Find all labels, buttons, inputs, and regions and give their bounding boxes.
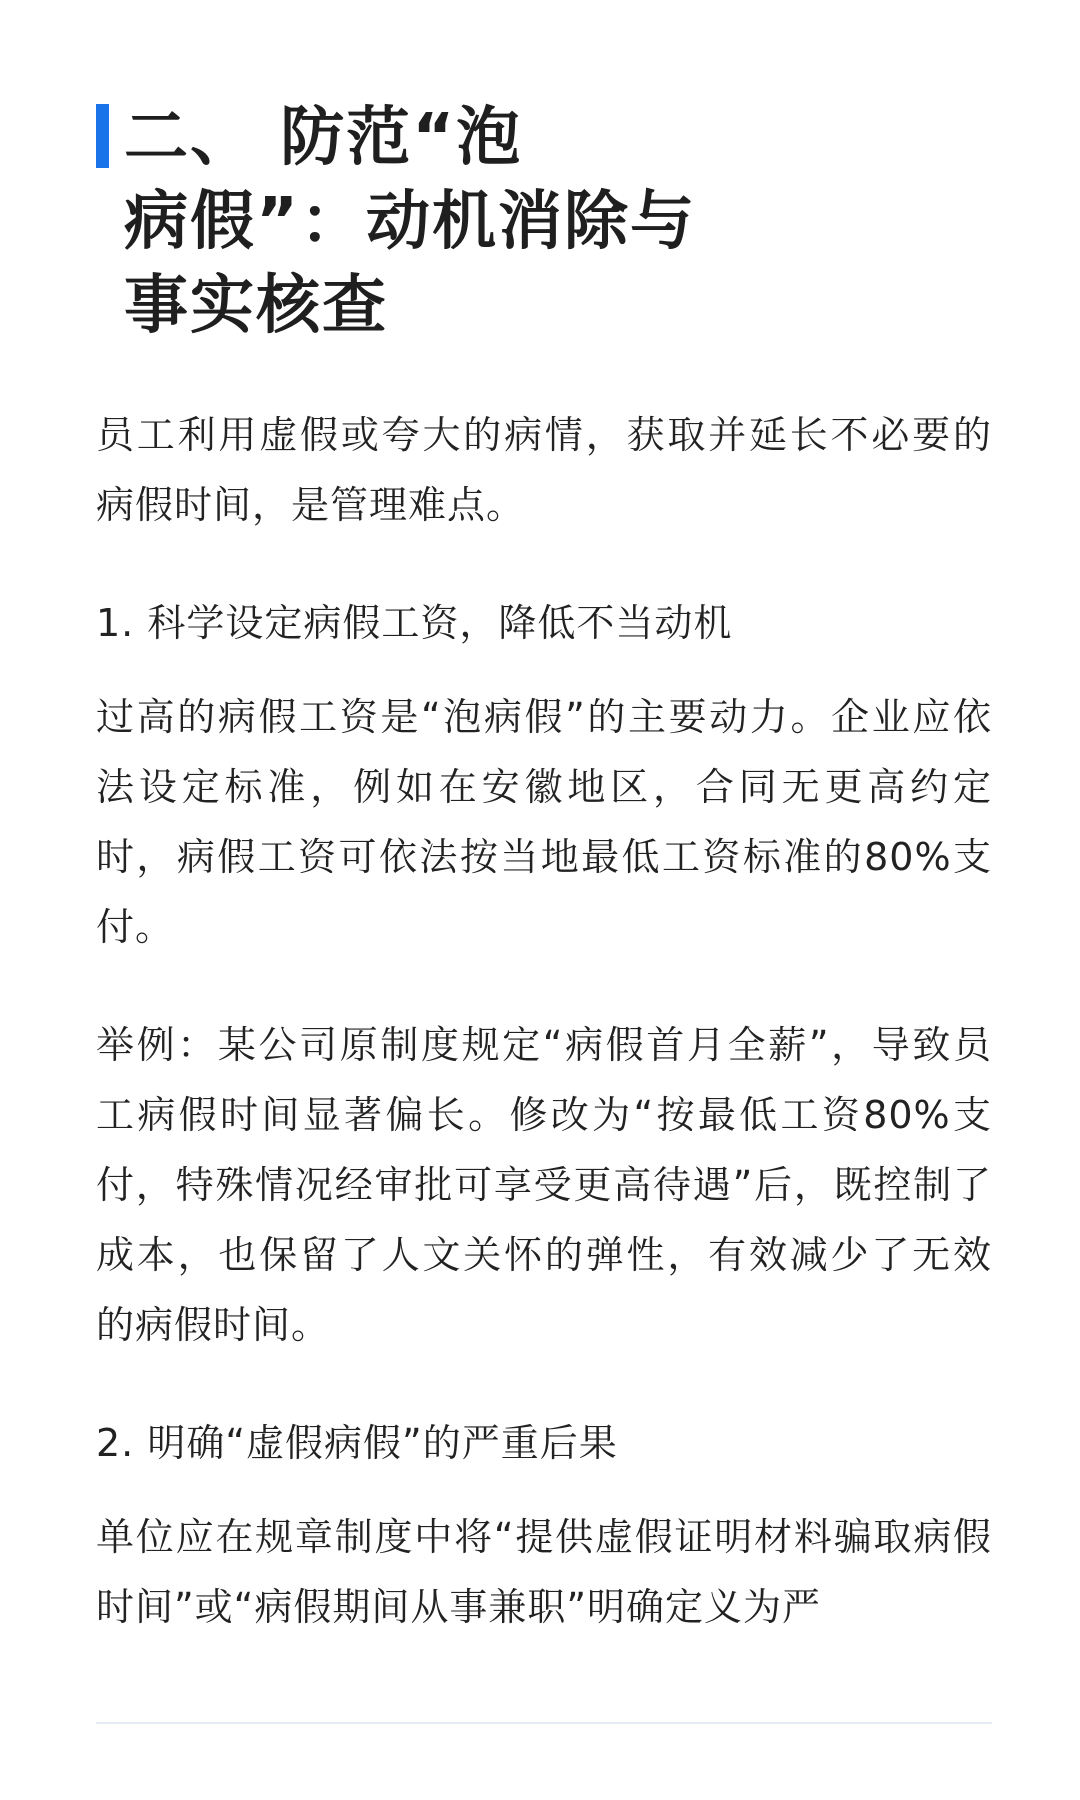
intro-paragraph: 员工利用虚假或夸大的病情，获取并延长不必要的病假时间，是管理难点。 [96, 413, 992, 527]
title-line-1: 二、 防范“泡 [124, 101, 523, 175]
section2-paragraph: 单位应在规章制度中将“提供虚假证明材料骗取病假时间”或“病假期间从事兼职”明确定义为严 [96, 1515, 992, 1629]
title-accent-bar [96, 104, 109, 168]
subheading-1: 1. 科学设定病假工资，降低不当动机 [96, 601, 733, 645]
title-line-2: 病假”：动机消除与 [124, 185, 697, 259]
article-body [96, 400, 992, 1642]
bottom-divider [96, 1722, 992, 1724]
title-line-3: 事实核查 [124, 269, 388, 343]
example-paragraph: 举例：某公司原制度规定“病假首月全薪”，导致员工病假时间显著偏长。修改为“按最低工资80%支付，特殊情况经审批可享受更高待遇”后，既控制了成本，也保留了人文关怀的弹性，有效减少了无效的病假时间。 [96, 1023, 992, 1347]
subheading-2: 2. 明确“虚假病假”的严重后果 [96, 1421, 618, 1465]
section1-paragraph: 过高的病假工资是“泡病假”的主要动力。企业应依法设定标准，例如在安徽地区，合同无更高约定时，病假工资可依法按当地最低工资标准的80%支付。 [96, 695, 992, 949]
page-title [124, 96, 724, 348]
